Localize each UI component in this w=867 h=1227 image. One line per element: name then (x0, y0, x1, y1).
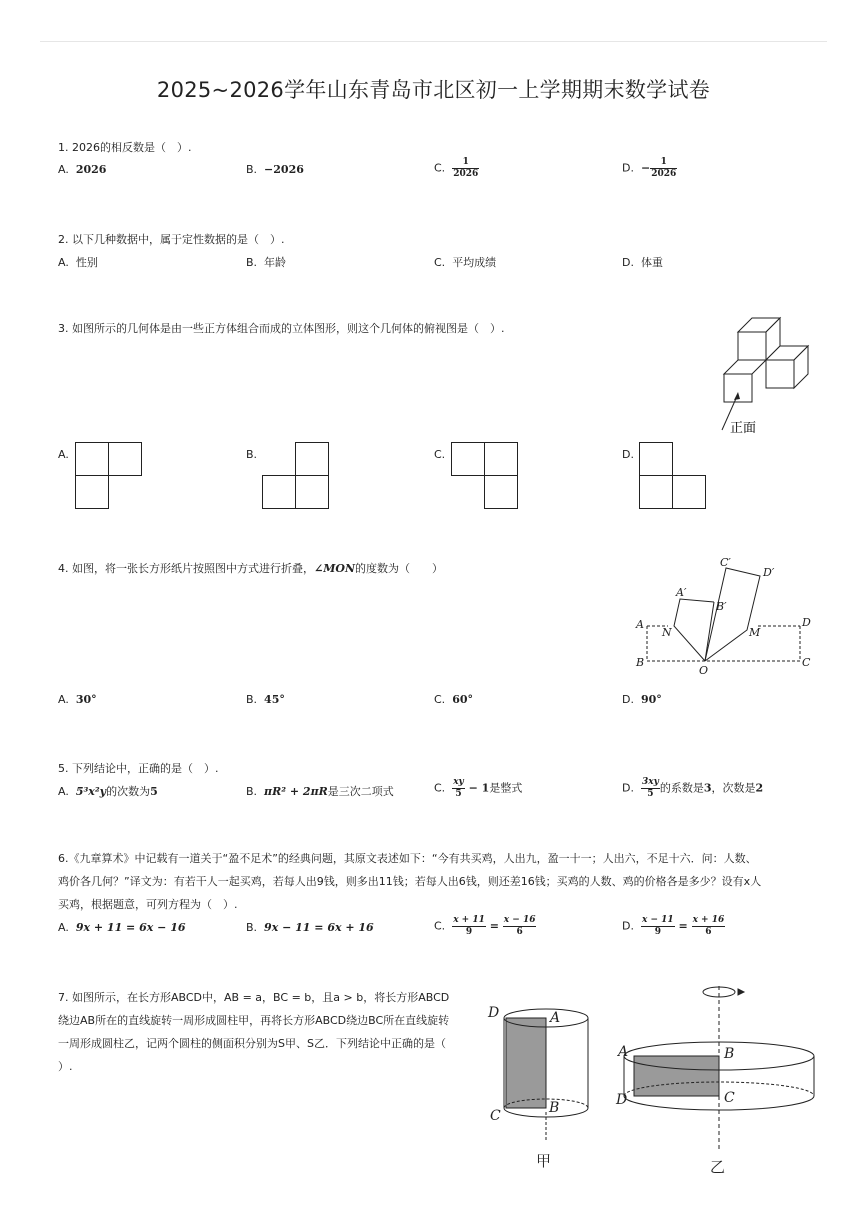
figure-yi-label: 乙 (710, 1158, 726, 1176)
svg-text:B′: B′ (716, 600, 727, 613)
q5-option-a[interactable]: A. 5³x²y的次数为5 (58, 785, 158, 798)
q3-option-c[interactable]: C. (434, 448, 446, 461)
svg-text:B: B (724, 1046, 735, 1062)
folding-figure (632, 554, 816, 678)
q3-option-a[interactable]: A. (58, 448, 69, 461)
q5-option-d[interactable]: D. $\frac{3xy}{5}$ 的系数是3，次数是2 (622, 777, 764, 799)
svg-text:C: C (724, 1090, 735, 1106)
q3-option-b[interactable]: B. (246, 448, 258, 461)
q1-option-c[interactable]: C. $\frac{1}{2026}$ (434, 157, 479, 179)
svg-text:B: B (549, 1100, 560, 1116)
top-divider (40, 41, 827, 42)
svg-text:D′: D′ (763, 566, 775, 579)
svg-text:D: D (616, 1092, 628, 1108)
q4-option-c[interactable]: C. 60° (434, 693, 473, 706)
q2-option-a[interactable]: A. 性别 (58, 256, 98, 269)
question-7-stem: 7. 如图所示，在长方形ABCD中，AB = a，BC = b，且a > b，将长方形ABCD 绕边AB所在的直线旋转一周形成圆柱甲，再将长方形ABCD绕边BC所在直线旋转 一周形成圆柱乙，记两个圆柱的侧面积分别为S甲、S乙．下列结论中正确的是（ ）. (58, 991, 450, 1073)
svg-text:D: D (488, 1005, 500, 1021)
svg-text:C: C (490, 1108, 501, 1124)
front-view-label: 正面 (730, 421, 757, 436)
svg-text:C′: C′ (720, 556, 731, 569)
svg-text:D: D (802, 616, 811, 629)
svg-text:A: A (636, 618, 644, 631)
svg-text:M: M (749, 626, 761, 639)
cylinder-jia-figure (486, 1002, 596, 1174)
svg-text:A′: A′ (676, 586, 687, 599)
question-5-stem: 5. 下列结论中，正确的是（ ）. (58, 762, 219, 775)
q4-option-d[interactable]: D. 90° (622, 693, 662, 706)
q6-option-c[interactable]: C. $\frac{x + 11}{9}$ = $\frac{x - 16}{6}$ (434, 915, 536, 937)
q2-option-b[interactable]: B. 年龄 (246, 256, 287, 269)
q3-option-c-view (451, 442, 521, 512)
q6-option-d[interactable]: D. $\frac{x - 11}{9}$ = $\frac{x + 16}{6}$ (622, 915, 725, 937)
svg-text:N: N (662, 626, 672, 639)
question-2-stem: 2. 以下几种数据中，属于定性数据的是（ ）. (58, 233, 285, 246)
q3-option-b-view (262, 442, 332, 512)
q2-option-c[interactable]: C. 平均成绩 (434, 256, 497, 269)
fraction: $\frac{1}{2026}$ (453, 157, 479, 179)
q5-option-b[interactable]: B. πR² + 2πR是三次二项式 (246, 785, 394, 798)
q6-option-b[interactable]: B. 9x − 11 = 6x + 16 (246, 921, 374, 934)
q2-option-d[interactable]: D. 体重 (622, 256, 663, 269)
q4-option-b[interactable]: B. 45° (246, 693, 285, 706)
page-title: 2025~2026学年山东青岛市北区初一上学期期末数学试卷 (156, 78, 711, 102)
svg-text:O: O (699, 664, 709, 677)
svg-text:A: A (550, 1010, 561, 1026)
figure-jia-label: 甲 (536, 1152, 552, 1170)
fraction: $\frac{1}{2026}$ (651, 157, 677, 179)
question-1-stem: 1. 2026的相反数是（ ）. (58, 141, 192, 154)
svg-text:A: A (618, 1044, 629, 1060)
q1-option-d[interactable]: D. − $\frac{1}{2026}$ (622, 157, 677, 179)
svg-text:C: C (802, 656, 811, 669)
q1-option-b[interactable]: B. −2026 (246, 163, 304, 176)
question-3-stem: 3. 如图所示的几何体是由一些正方体组合而成的立体图形，则这个几何体的俯视图是（ ）. (58, 322, 505, 335)
q3-option-d-view (639, 442, 709, 512)
q1-option-a[interactable]: A. 2026 (58, 163, 107, 176)
cube-solid-figure (718, 312, 818, 436)
q4-option-a[interactable]: A. 30° (58, 693, 97, 706)
svg-text:B: B (636, 656, 645, 669)
q6-option-a[interactable]: A. 9x + 11 = 6x − 16 (58, 921, 186, 934)
question-6-stem: 6.《九章算术》中记载有一道关于“盈不足术”的经典问题，其原文表述如下：“今有共买鸡，人出九，盈一十一；人出六，不足十六．问：人数、 鸡价各几何？”译文为：有若干人一起买鸡，若每人出9钱，则多出11钱；若每人出6钱，则还差16钱；买鸡的人数、鸡的价格各是多少？设有x人 买鸡，根据题意，可列方程为（ ）. (58, 852, 762, 911)
q3-option-d[interactable]: D. (622, 448, 634, 461)
q3-option-a-view (75, 442, 145, 512)
question-4-stem: 4. 如图，将一张长方形纸片按照图中方式进行折叠，∠MON的度数为（ ） (58, 562, 444, 575)
q5-option-c[interactable]: C. $\frac{xy}{5}$ − 1是整式 (434, 777, 523, 799)
cylinder-yi-figure (614, 982, 824, 1176)
